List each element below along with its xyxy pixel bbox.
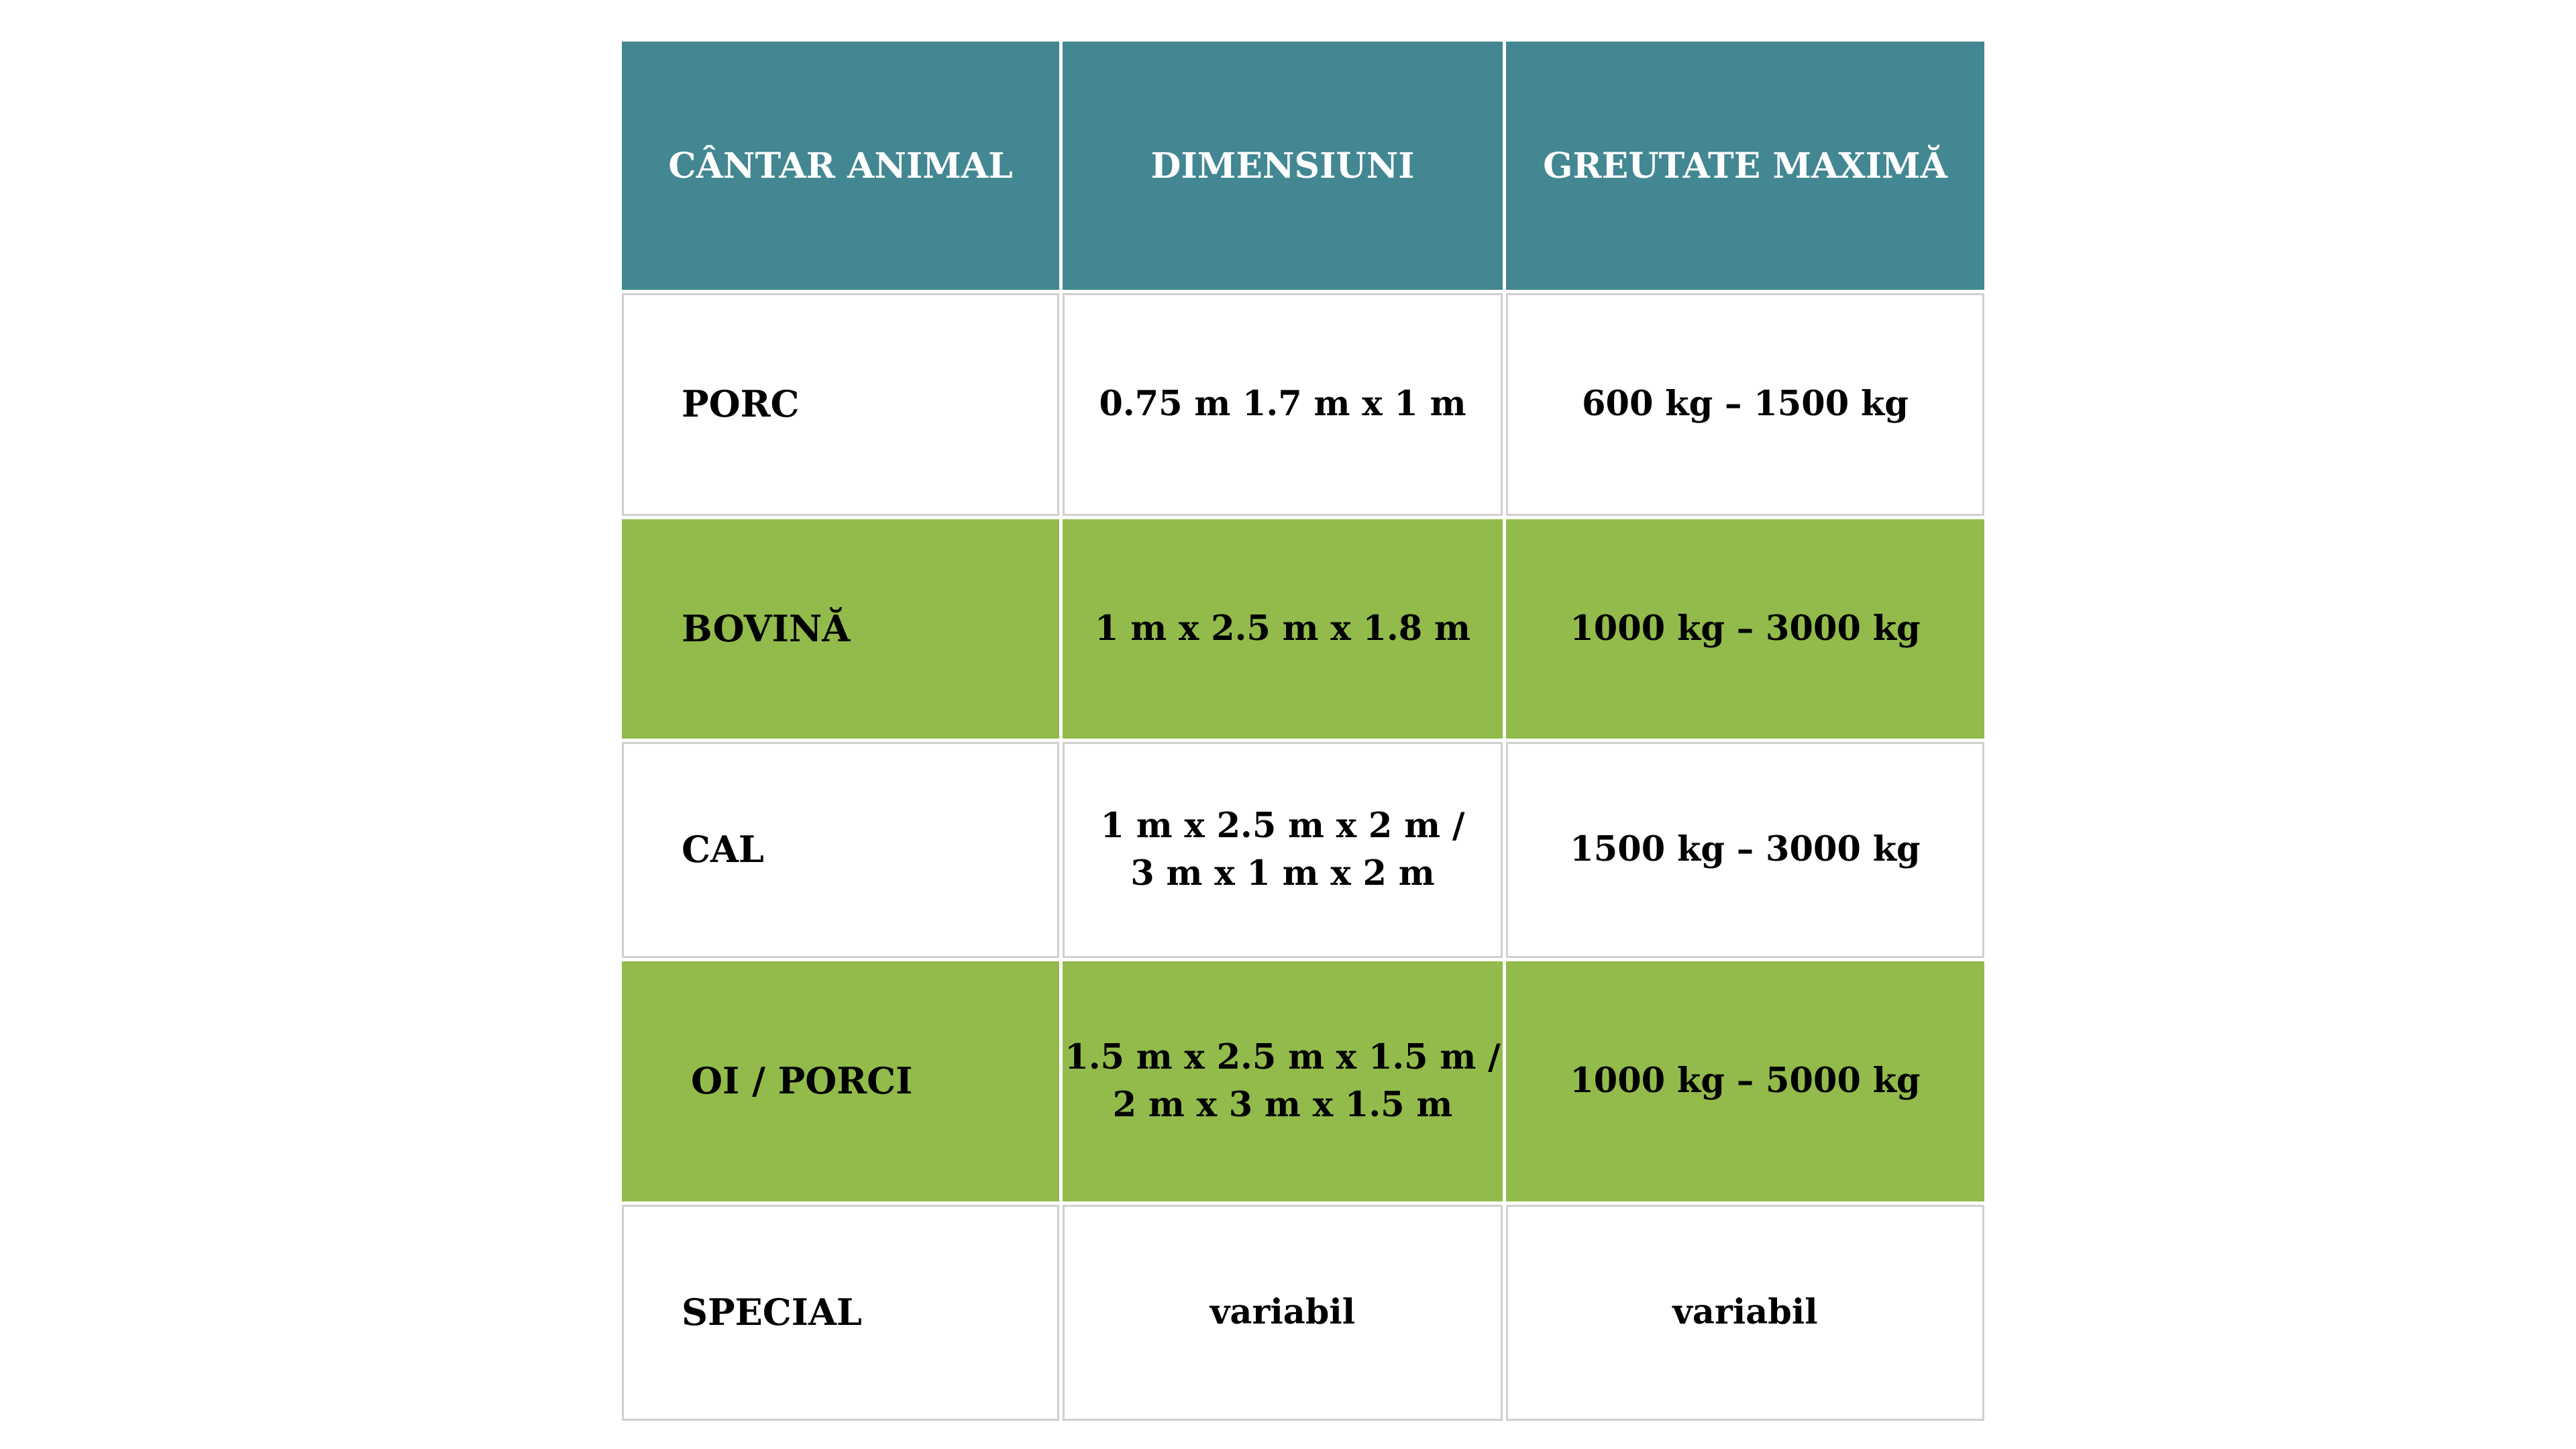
dimensions-line: 1.5 m x 2.5 m x 1.5 m / [1065,1036,1501,1077]
animal-cell: OI / PORCI [622,961,1059,1201]
animal-cell: PORC [622,293,1059,516]
header-animal-scale: CÂNTAR ANIMAL [622,42,1059,290]
weight-cell: 600 kg – 1500 kg [1506,293,1984,516]
table-row [622,1205,1984,1421]
weight-cell: 1000 kg – 3000 kg [1506,519,1984,739]
dimensions-line: 1 m x 2.5 m x 1.8 m [1095,608,1470,649]
dimensions-cell [1063,961,1503,1201]
table-row [622,519,1984,739]
weight-cell: 1000 kg – 5000 kg [1506,961,1984,1201]
table-row [622,293,1984,516]
dimensions-cell [1063,1205,1503,1421]
dimensions-cell [1063,519,1503,739]
dimensions-line: 2 m x 3 m x 1.5 m [1112,1085,1453,1125]
animal-scale-table [619,38,1988,1424]
animal-cell: SPECIAL [622,1205,1059,1421]
animal-cell: BOVINĂ [622,519,1059,739]
table-header-row [622,42,1984,290]
animal-cell: CAL [622,742,1059,958]
dimensions-line: 0.75 m 1.7 m x 1 m [1099,384,1466,425]
dimensions-line: 3 m x 1 m x 2 m [1130,853,1435,894]
dimensions-cell [1063,742,1503,958]
dimensions-line: variabil [1210,1292,1356,1333]
table-row [622,742,1984,958]
dimensions-cell [1063,293,1503,516]
weight-cell: 1500 kg – 3000 kg [1506,742,1984,958]
weight-cell: variabil [1506,1205,1984,1421]
table-row [622,961,1984,1201]
header-max-weight: GREUTATE MAXIMĂ [1506,42,1984,290]
header-dimensions: DIMENSIUNI [1063,42,1503,290]
animal-scale-table-container [619,38,1978,1424]
dimensions-line: 1 m x 2.5 m x 2 m / [1100,805,1465,846]
